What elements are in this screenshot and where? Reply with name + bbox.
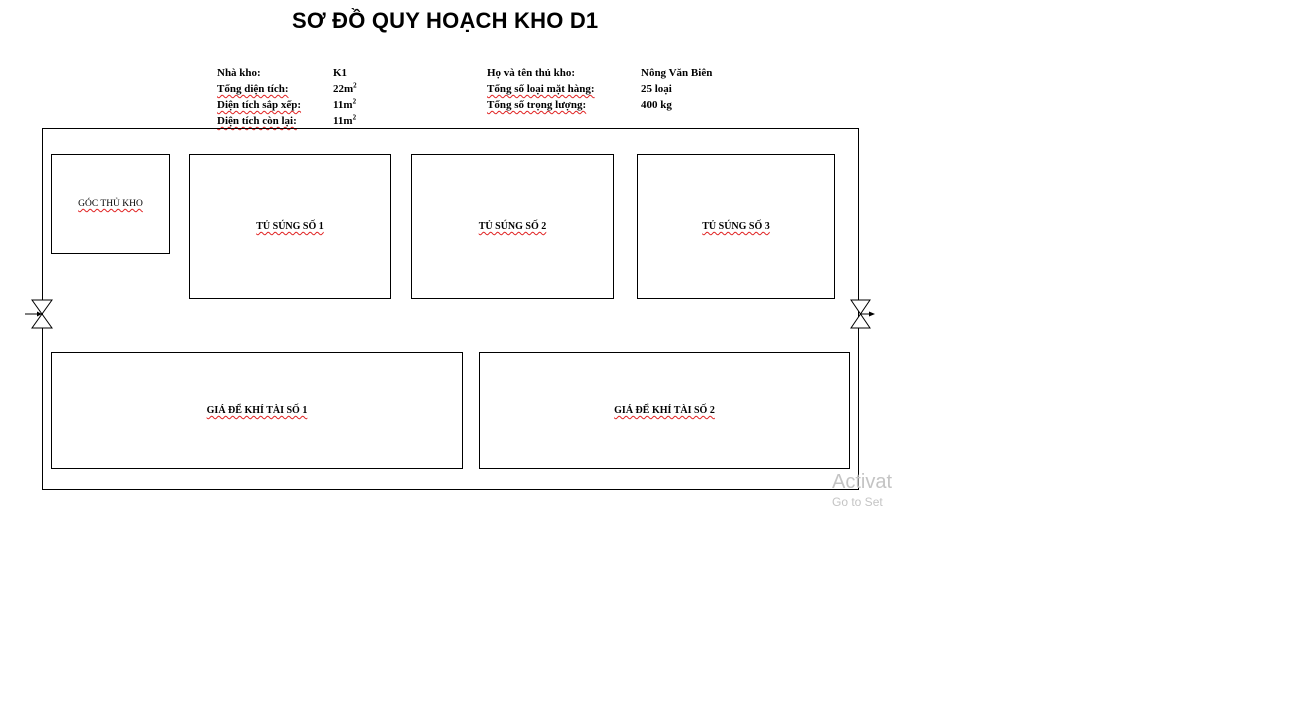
- keeper-label: Họ và tên thủ kho:: [487, 67, 576, 79]
- arranged-area-label: Diện tích sắp xếp:: [217, 99, 302, 111]
- remaining-area-value: 11m: [333, 115, 353, 127]
- warehouse-value: K1: [333, 67, 348, 79]
- gun-cabinet-1: [189, 154, 391, 299]
- equipment-rack-1-label: GIÁ ĐỂ KHÍ TÀI SỐ 1: [206, 405, 308, 416]
- watermark-line-2: Go to Set: [832, 495, 883, 506]
- area-unit-superscript: 2: [353, 81, 357, 90]
- remaining-area: [333, 113, 356, 129]
- arranged-area: [333, 97, 356, 113]
- keeper-corner-label: GÓC THỦ KHO: [78, 199, 143, 209]
- total-area: [333, 81, 357, 97]
- entrance-door-icon: [24, 298, 56, 330]
- total-area-label: Tổng diện tích:: [217, 83, 289, 95]
- gun-cabinet-1-label: TỦ SÚNG SỐ 1: [256, 221, 324, 232]
- page-title: SƠ ĐỒ QUY HOẠCH KHO D1: [292, 8, 599, 33]
- warehouse-label: Nhà kho:: [217, 67, 261, 79]
- area-unit-superscript: 2: [352, 113, 357, 122]
- equipment-rack-2-label: GIÁ ĐỂ KHÍ TÀI SỐ 2: [614, 405, 715, 416]
- info-right: [487, 65, 747, 113]
- total-area-value: 22m: [333, 83, 354, 95]
- item-types-label: Tổng số loại mặt hàng:: [487, 83, 595, 95]
- arranged-area-value: 11m: [333, 99, 353, 111]
- total-weight-label: Tổng số trọng lượng:: [487, 99, 587, 111]
- total-weight-value: 400 kg: [641, 99, 672, 111]
- keeper-corner: [51, 154, 170, 254]
- gun-cabinet-2: [411, 154, 614, 299]
- activation-watermark: [832, 470, 894, 506]
- keeper-value: Nông Văn Biên: [641, 67, 713, 79]
- area-unit-superscript: 2: [352, 97, 357, 106]
- equipment-rack-1: [51, 352, 463, 469]
- item-types-value: 25 loại: [641, 83, 672, 95]
- gun-cabinet-3: [637, 154, 835, 299]
- remaining-area-label: Diện tích còn lại:: [217, 115, 297, 127]
- info-left: [217, 65, 417, 129]
- exit-door-icon: [848, 298, 880, 330]
- gun-cabinet-3-label: TỦ SÚNG SỐ 3: [702, 221, 770, 232]
- equipment-rack-2: [479, 352, 850, 469]
- gun-cabinet-2-label: TỦ SÚNG SỐ 2: [478, 221, 547, 232]
- watermark-line-1: Activat: [832, 471, 893, 493]
